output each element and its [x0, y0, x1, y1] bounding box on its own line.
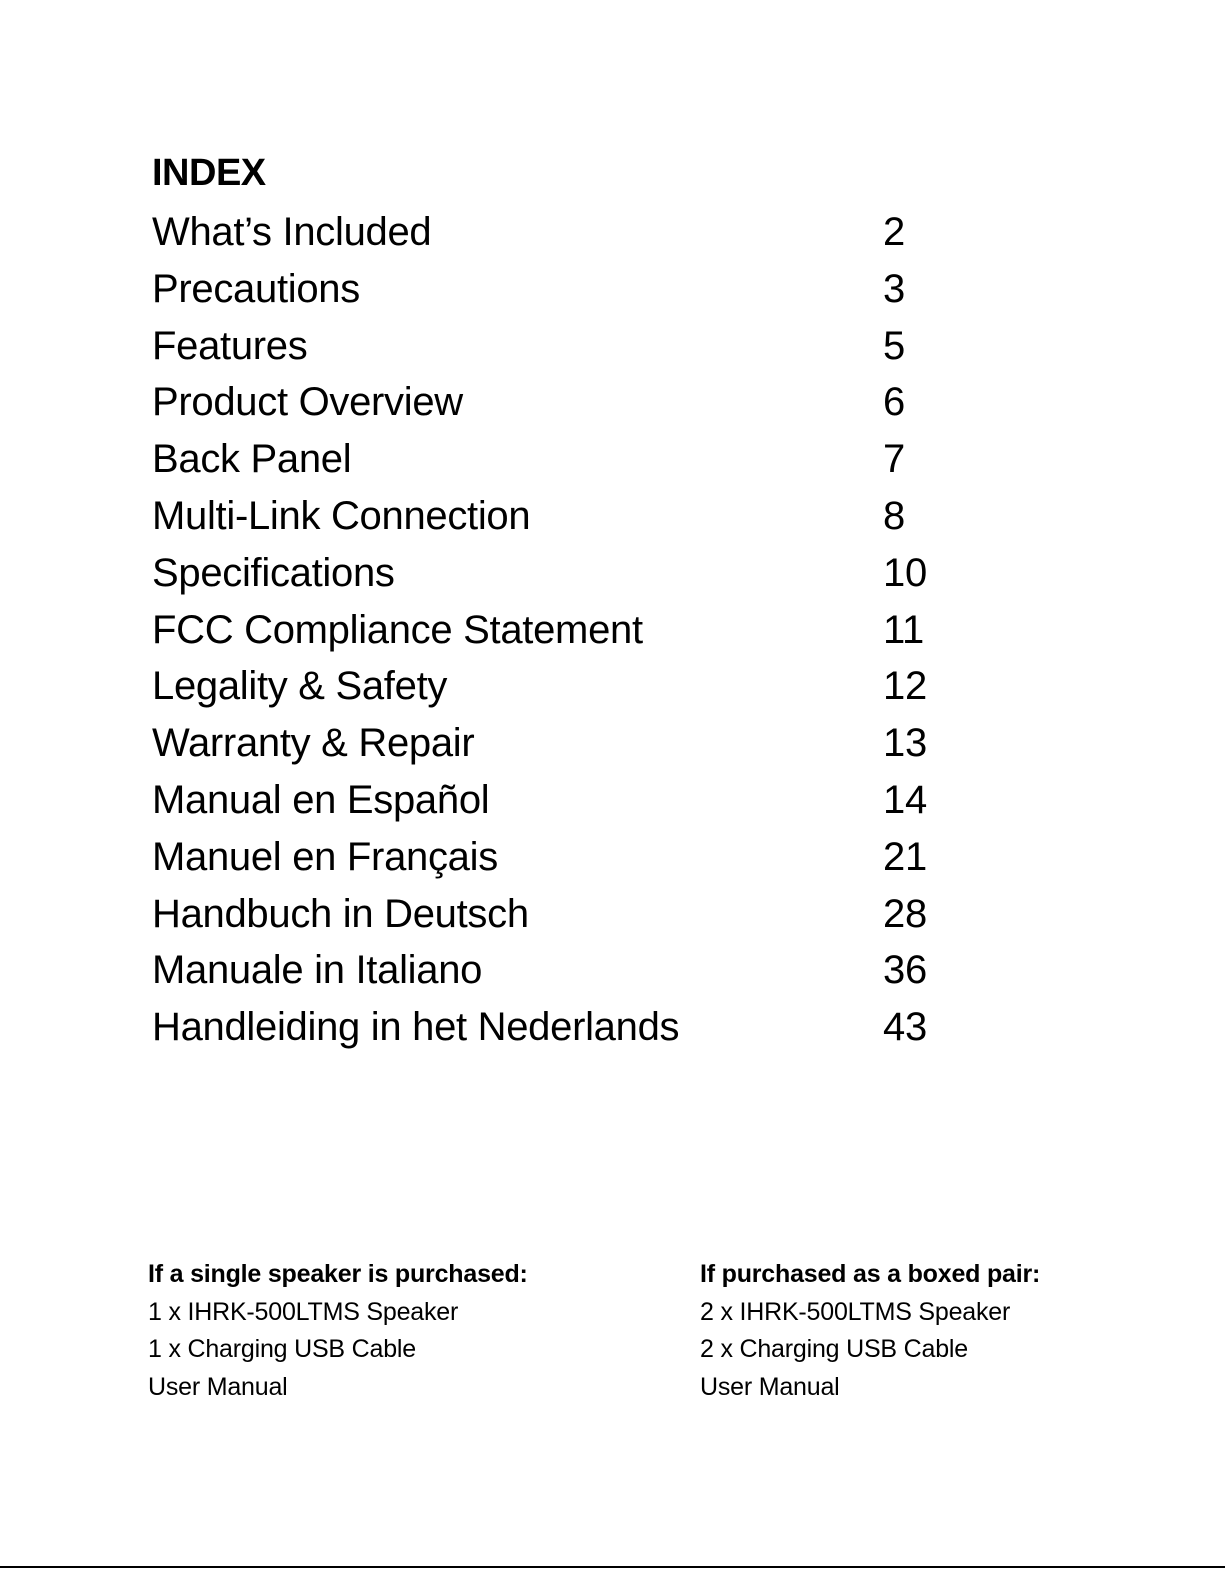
boxed-pair-heading: If purchased as a boxed pair: [700, 1260, 1041, 1288]
toc-entry-multi-link-connection [152, 488, 1052, 545]
toc-entry-page-number: 12 [883, 664, 927, 709]
toc-entry-handleiding-nederlands [152, 999, 1052, 1056]
toc-entry-label: Legality & Safety [152, 664, 448, 709]
toc-entry-label: FCC Compliance Statement [152, 607, 643, 652]
table-of-contents [152, 204, 1052, 1056]
toc-entry-label: Multi-Link Connection [152, 493, 531, 538]
toc-entry-label: Product Overview [152, 380, 463, 425]
toc-entry-product-overview [152, 374, 1052, 431]
toc-entry-manuel-francais [152, 829, 1052, 886]
toc-entry-page-number: 13 [883, 721, 927, 766]
single-speaker-heading: If a single speaker is purchased: [148, 1260, 528, 1288]
toc-entry-page-number: 36 [883, 948, 927, 993]
toc-entry-page-number: 5 [883, 323, 905, 368]
toc-entry-page-number: 7 [883, 437, 905, 482]
toc-entry-page-number: 21 [883, 834, 927, 879]
toc-entry-legality-safety [152, 658, 1052, 715]
toc-entry-page-number: 8 [883, 493, 905, 538]
toc-entry-page-number: 3 [883, 266, 905, 311]
contents-item: 2 x IHRK-500LTMS Speaker [700, 1297, 1011, 1326]
toc-entry-label: Precautions [152, 266, 360, 311]
toc-entry-precautions [152, 261, 1052, 318]
contents-item: 2 x Charging USB Cable [700, 1335, 968, 1363]
toc-entry-manual-espanol [152, 772, 1052, 829]
toc-entry-label: Features [152, 323, 308, 368]
toc-entry-label: Manuel en Français [152, 834, 498, 879]
toc-entry-page-number: 28 [883, 891, 927, 936]
toc-entry-page-number: 11 [883, 607, 924, 652]
toc-entry-specifications [152, 545, 1052, 602]
contents-item: 1 x Charging USB Cable [148, 1335, 416, 1363]
contents-item: 1 x IHRK-500LTMS Speaker [148, 1297, 459, 1326]
toc-entry-label: Back Panel [152, 437, 352, 482]
toc-entry-manuale-italiano [152, 942, 1052, 999]
toc-entry-label: Manuale in Italiano [152, 948, 483, 993]
toc-entry-handbuch-deutsch [152, 886, 1052, 943]
toc-entry-label: Handleiding in het Nederlands [152, 1005, 680, 1050]
contents-item: User Manual [700, 1372, 840, 1401]
toc-entry-features [152, 318, 1052, 375]
index-heading: INDEX [152, 152, 266, 194]
toc-entry-warranty-repair [152, 715, 1052, 772]
toc-entry-page-number: 2 [883, 210, 905, 254]
toc-entry-label: Manual en Español [152, 777, 490, 822]
toc-entry-label: Handbuch in Deutsch [152, 891, 529, 936]
toc-entry-back-panel [152, 431, 1052, 488]
contents-item: User Manual [148, 1372, 288, 1401]
toc-entry-label: What’s Included [152, 210, 432, 254]
toc-entry-whats-included [152, 204, 1052, 261]
toc-entry-label: Specifications [152, 550, 395, 595]
single-speaker-contents [148, 1256, 528, 1406]
toc-entry-page-number: 43 [883, 1005, 927, 1050]
page-bottom-divider [0, 1566, 1225, 1568]
toc-entry-fcc-compliance [152, 602, 1052, 659]
toc-entry-label: Warranty & Repair [152, 721, 475, 766]
toc-entry-page-number: 10 [883, 550, 927, 595]
boxed-pair-contents [700, 1256, 1040, 1406]
toc-entry-page-number: 6 [883, 380, 905, 425]
toc-entry-page-number: 14 [883, 777, 927, 822]
